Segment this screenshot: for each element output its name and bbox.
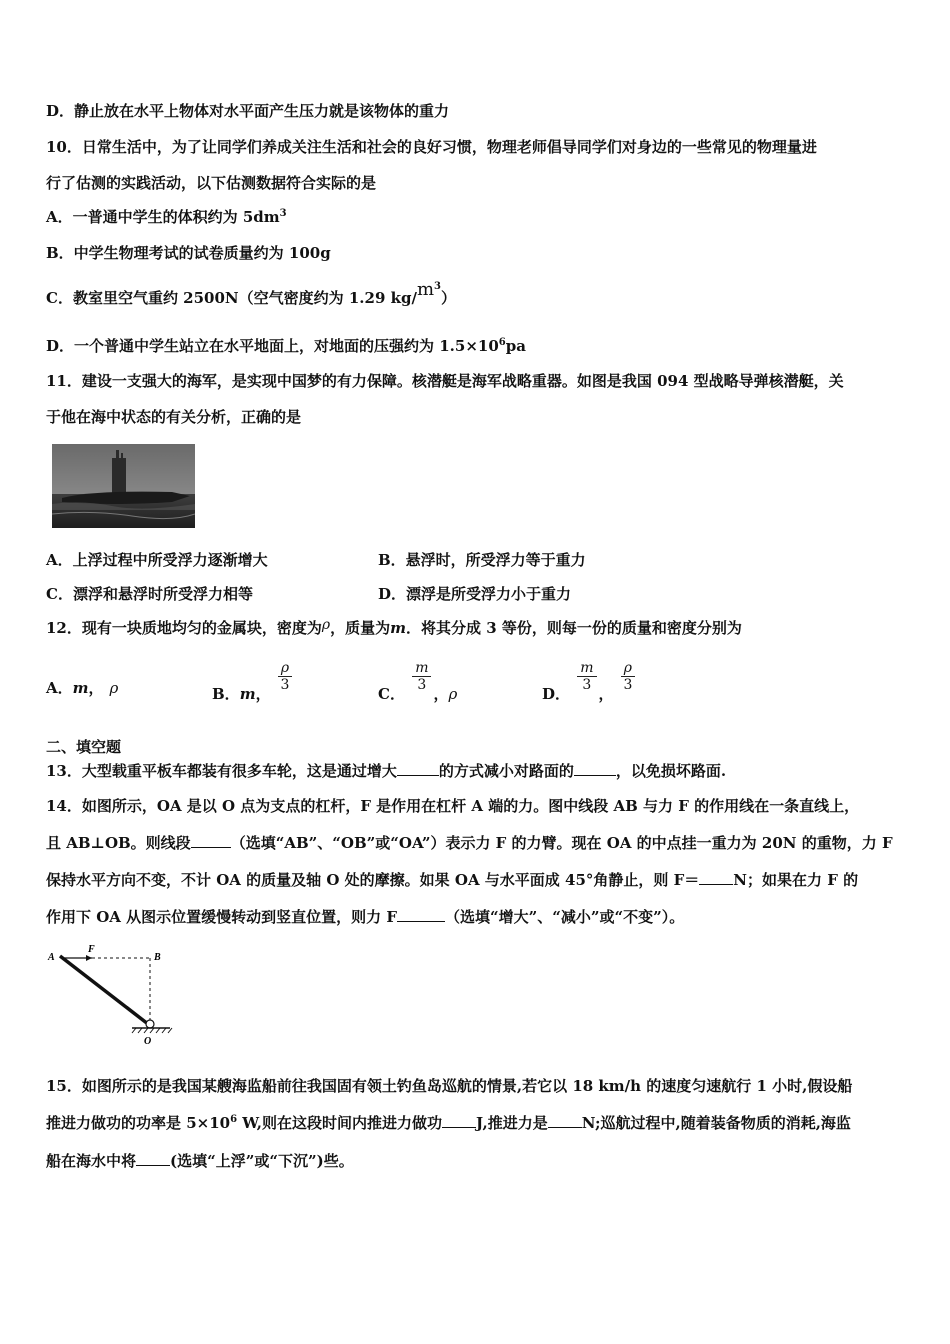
q10-option-c-unit: m	[416, 279, 435, 300]
q12-option-c-fraction	[412, 660, 431, 693]
q15-line2-b: W,则在这段时间内推进力做功	[237, 1114, 443, 1132]
pivot-o	[146, 1020, 154, 1028]
fig-label-f: F	[88, 944, 95, 955]
q11-option-a: A．上浮过程中所受浮力逐渐增大	[46, 551, 268, 569]
q12-option-d	[542, 660, 637, 703]
q10-option-d-end: pa	[505, 337, 526, 355]
q15-line2-c: J,推进力是	[476, 1114, 548, 1132]
q9-option-d: D．静止放在水平上物体对水平面产生压力就是该物体的重力	[46, 102, 450, 120]
q12-option-b-fraction	[278, 660, 292, 693]
q12-option-c-label: C．	[378, 684, 405, 703]
q15-line3	[46, 1151, 354, 1171]
q15-line2	[46, 1113, 851, 1133]
q11-stem-line2: 于他在海中状态的有关分析，正确的是	[46, 408, 302, 426]
q12-option-d-label: D．	[542, 684, 571, 703]
submarine-photo	[52, 444, 195, 528]
q12-option-a	[46, 678, 118, 698]
q13-text-c: ，以免损坏路面.	[615, 762, 727, 780]
q12-option-b-comma: ，	[255, 684, 271, 703]
q14-line3-a: 保持水平方向不变，不计 OA 的质量及轴 O 处的摩擦。如果 OA 与水平面成 45°角静止，则 F＝	[46, 871, 700, 889]
q12-option-c-den: 3	[417, 677, 427, 693]
lever-diagram	[44, 940, 184, 1050]
q11-option-d: D．漂浮是所受浮力小于重力	[378, 585, 572, 603]
q13-text-a: 13．大型载重平板车都装有很多车轮，这是通过增大	[46, 762, 397, 780]
fig-label-o: O	[144, 1036, 152, 1047]
q10-option-a-text: A．一普通中学生的体积约为 5dm	[46, 208, 280, 226]
q12-option-d-den2: 3	[623, 677, 633, 693]
q10-option-c-end: ）	[441, 289, 457, 307]
q10-option-c-text: C．教室里空气重约 2500N（空气密度约为 1.29 kg/	[46, 289, 417, 307]
q12-rho-symbol: ρ	[321, 617, 331, 633]
q12-stem	[46, 618, 742, 639]
q15-line2-d: N;巡航过程中,随着装备物质的消耗,海监	[581, 1114, 851, 1132]
q12-stem-a: 12．现有一块质地均匀的金属块，密度为	[46, 619, 322, 637]
q12-option-c-comma: ，	[433, 684, 449, 703]
q14-line2	[46, 833, 893, 853]
q13-text-b: 的方式减小对路面的	[438, 762, 574, 780]
q14-line4-a: 作用下 OA 从图示位置缓慢转动到竖直位置，则力 F	[46, 908, 398, 926]
q12-option-c-num: m	[412, 660, 431, 677]
q10-stem-line2: 行了估测的实践活动，以下估测数据符合实际的是	[46, 174, 377, 192]
q14-line3	[46, 870, 858, 890]
q15-line1: 15．如图所示的是我国某艘海监船前往我国固有领土钓鱼岛巡航的情景,若它以 18 km/h 的速度匀速航行 1 小时,假设船	[46, 1077, 853, 1095]
q15-blank-1[interactable]	[442, 1113, 476, 1128]
q12-option-d-den1: 3	[582, 677, 592, 693]
force-f-arrowhead	[86, 955, 92, 961]
q10-option-d	[46, 336, 526, 356]
q14-blank-1[interactable]	[191, 833, 231, 848]
q12-option-d-fraction-2	[621, 660, 635, 693]
q14-line4	[46, 907, 684, 927]
fig-label-a: A	[48, 952, 55, 963]
q10-option-a-sup: 3	[279, 208, 287, 219]
fig-label-b: B	[154, 952, 161, 963]
q12-option-a-label: A．	[46, 679, 73, 697]
q12-option-a-m: m	[72, 679, 89, 697]
q10-option-d-sup: 6	[498, 337, 506, 348]
q15-blank-2[interactable]	[548, 1113, 582, 1128]
q15-line2-a: 推进力做功的功率是 5×10	[46, 1114, 231, 1132]
q15-line2-sup: 6	[230, 1114, 238, 1125]
q10-option-d-text: D．一个普通中学生站立在水平地面上，对地面的压强约为 1.5×10	[46, 337, 499, 355]
q11-option-c: C．漂浮和悬浮时所受浮力相等	[46, 585, 253, 603]
q10-option-a	[46, 207, 287, 227]
q12-option-c	[378, 660, 458, 703]
q12-option-d-num2: ρ	[621, 660, 635, 677]
q15-line3-b: (选填“上浮”或“下沉”)些。	[170, 1152, 354, 1170]
q13-blank-1[interactable]	[397, 761, 439, 776]
q14-blank-2[interactable]	[699, 870, 733, 885]
submarine-illustration	[52, 444, 195, 528]
lever-rod-oa	[60, 956, 148, 1024]
q12-stem-c: ．将其分成 3 等份，则每一份的质量和密度分别为	[406, 619, 742, 637]
q12-option-b-num: ρ	[278, 660, 292, 677]
q12-option-c-rho: ρ	[448, 684, 458, 703]
q12-option-b-label: B．	[212, 684, 240, 703]
q15-blank-3[interactable]	[136, 1151, 170, 1166]
q10-option-c	[46, 279, 457, 308]
q10-option-b: B．中学生物理考试的试卷质量约为 100g	[46, 244, 331, 262]
q13-line	[46, 761, 726, 781]
q12-option-d-num1: m	[577, 660, 596, 677]
q15-line3-a: 船在海水中将	[46, 1152, 137, 1170]
q10-option-c-sup: 3	[434, 281, 442, 292]
q10-stem-line1: 10．日常生活中，为了让同学们养成关注生活和社会的良好习惯，物理老师倡导同学们对身边的一些常见的物理量进	[46, 138, 817, 156]
q14-line2-a: 且 AB⊥OB。则线段	[46, 834, 191, 852]
q12-option-d-comma: ，	[598, 684, 614, 703]
q14-line3-b: N；如果在力 F 的	[733, 871, 859, 889]
q11-stem-line1: 11．建设一支强大的海军，是实现中国梦的有力保障。核潜艇是海军战略重器。如图是我国 094 型战略导弹核潜艇，关	[46, 372, 844, 390]
q14-blank-3[interactable]	[397, 907, 445, 922]
q13-blank-2[interactable]	[574, 761, 616, 776]
q12-option-b-den: 3	[280, 677, 290, 693]
q12-option-d-fraction-1	[577, 660, 596, 693]
q12-option-b	[212, 660, 294, 703]
q12-option-a-rho: ρ	[109, 679, 119, 697]
q12-option-b-m: m	[239, 684, 256, 703]
q12-option-a-comma: ，	[88, 679, 104, 697]
q12-stem-b: ，质量为	[330, 619, 391, 637]
q12-m-symbol: m	[390, 619, 407, 637]
q11-option-b: B．悬浮时，所受浮力等于重力	[378, 551, 586, 569]
section-title-fill-in: 二、填空题	[46, 738, 122, 756]
q14-line2-b: （选填“AB”、“OB”或“OA”）表示力 F 的力臂。现在 OA 的中点挂一重力为 20N 的重物，力 F	[230, 834, 893, 852]
q14-line1: 14．如图所示，OA 是以 O 点为支点的杠杆，F 是作用在杠杆 A 端的力。图中线段 AB 与力 F 的作用线在一条直线上，	[46, 797, 860, 815]
q14-line4-b: （选填“增大”、“减小”或“不变”）。	[445, 908, 685, 926]
